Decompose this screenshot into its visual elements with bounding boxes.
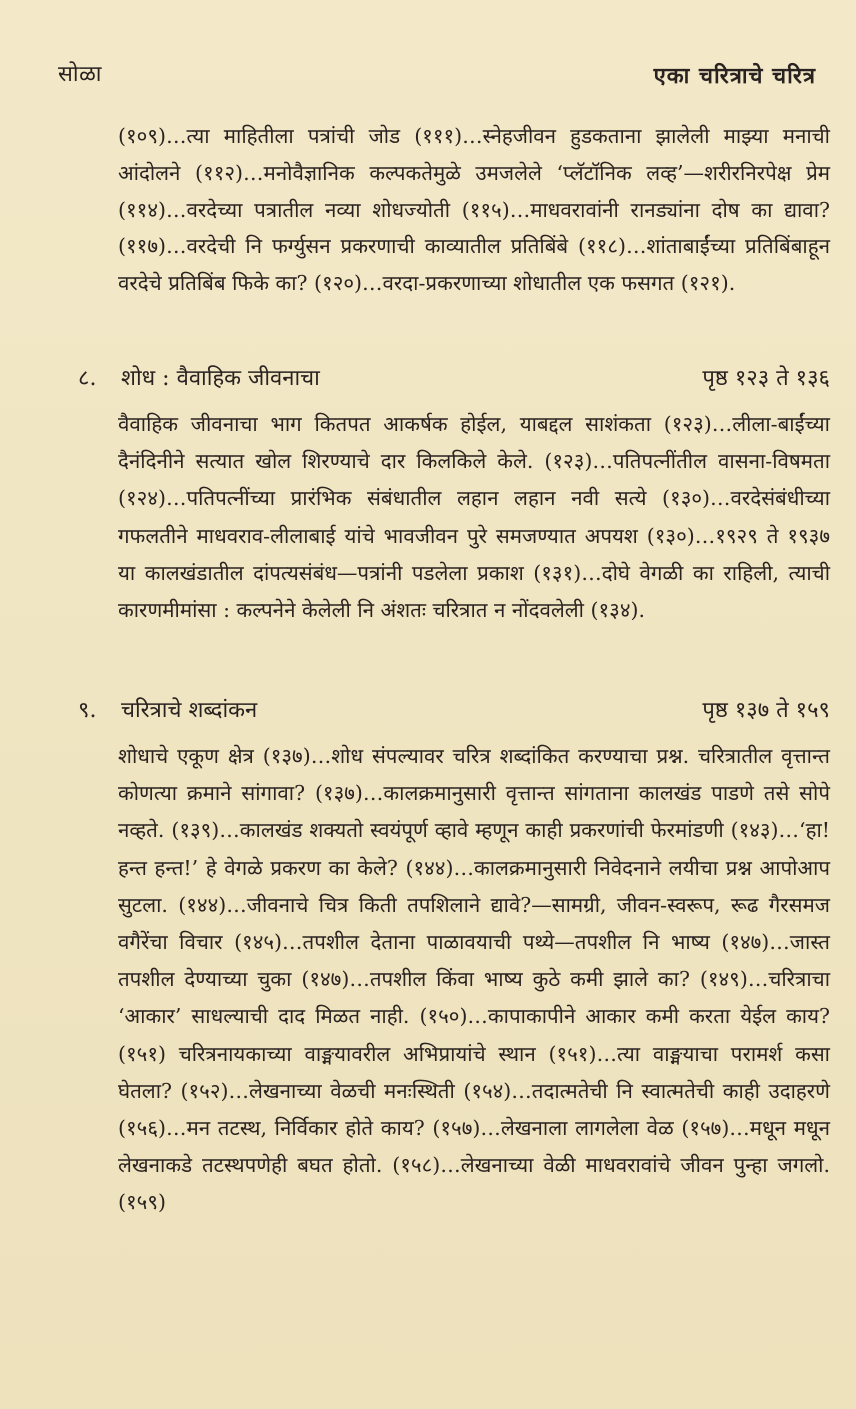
section-8-number: ८. bbox=[78, 366, 97, 391]
page-number: सोळा bbox=[58, 62, 102, 87]
section-8-body: वैवाहिक जीवनाचा भाग कितपत आकर्षक होईल, याबद्दल साशंकता (१२३)…लीला-बाईंच्या दैनंदिनीने सत्यात खोल शिरण्याचे दार किलकिले केले. (१२३)…पतिपत्नींतील वासना-विषमता (१२४)…पतिपत्नींच्या प्रारंभिक संबंधातील लहान लहान नवी सत्ये (१३०)…वरदेसंबंधीच्या गफलतीने माधवराव-लीलाबाई यांचे भावजीवन पुरे समजण्यात अपयश (१३०)…१९२९ ते १९३७ या कालखंडातील दांपत्यसंबंध—पत्रांनी पडलेला प्रकाश (१३१)…दोघे वेगळी का राहिली, त्याची कारणमीमांसा : कल्पनेने केलेली नि अंशतः चरित्रात न नोंदवलेली (१३४). bbox=[118, 412, 830, 623]
section-8-title: शोध : वैवाहिक जीवनाचा bbox=[121, 366, 320, 391]
section-9-title: चरित्राचे शब्दांकन bbox=[121, 698, 258, 723]
section-9-number: ९. bbox=[78, 698, 97, 723]
section-8-heading bbox=[78, 362, 830, 392]
section-9-title-group bbox=[78, 694, 257, 724]
running-title: एका चरित्राचे चरित्र bbox=[653, 63, 816, 89]
section-8-title-group bbox=[78, 362, 320, 392]
section-9-page-range: पृष्ठ १३७ ते १५९ bbox=[702, 698, 830, 723]
intro-paragraph: (१०९)…त्या माहितीला पत्रांची जोड (१११)…स्नेहजीवन हुडकताना झालेली माझ्या मनाची आंदोलने (११२)…मनोवैज्ञानिक कल्पकतेमुळे उमजलेले ‘प्लॅटॉनिक लव्ह’—शरीरनिरपेक्ष प्रेम (११४)…वरदेच्या पत्रातील नव्या शोधज्योती (११५)…माधवरावांनी रानड्यांना दोष का द्यावा? (११७)…वरदेची नि फर्ग्युसन प्रकरणाची काव्यातील प्रतिबिंबे (११८)…शांताबाईंच्या प्रतिबिंबाहून वरदेचे प्रतिबिंब फिके का? (१२०)…वरदा-प्रकरणाच्या शोधातील एक फसगत (१२१). bbox=[118, 124, 830, 296]
section-9-heading bbox=[78, 694, 830, 724]
section-9-body: शोधाचे एकूण क्षेत्र (१३७)…शोध संपल्यावर चरित्र शब्दांकित करण्याचा प्रश्न. चरित्रातील वृत्तान्त कोणत्या क्रमाने सांगावा? (१३७)…कालक्रमानुसारी वृत्तान्त सांगताना कालखंड पाडणे तसे सोपे नव्हते. (१३९)…कालखंड शक्यतो स्वयंपूर्ण व्हावे म्हणून काही प्रकरणांची फेरमांडणी (१४३)…‘हा! हन्त हन्त!’ हे वेगळे प्रकरण का केले? (१४४)…कालक्रमानुसारी निवेदनाने लयीचा प्रश्न आपोआप सुटला. (१४४)…जीवनाचे चित्र किती तपशिलाने द्यावे?—सामग्री, जीवन-स्वरूप, रूढ गैरसमज वगैरेंचा विचार (१४५)…तपशील देताना पाळावयाची पथ्ये—तपशील नि भाष्य (१४७)…जास्त तपशील देण्याच्या चुका (१४७)…तपशील किंवा भाष्य कुठे कमी झाले का? (१४९)…चरित्राचा ‘आकार’ साधल्याची दाद मिळत नाही. (१५०)…कापाकापीने आकार कमी करता येईल काय? (१५१) चरित्रनायकाच्या वाङ्मयावरील अभिप्रायांचे स्थान (१५१)…त्या वाङ्मयाचा परामर्श कसा घेतला? (१५२)…लेखनाच्या वेळची मनःस्थिती (१५४)…तदात्मतेची नि स्वात्मतेची काही उदाहरणे (१५६)…मन तटस्थ, निर्विकार होते काय? (१५७)…लेखनाला लागलेला वेळ (१५७)…मधून मधून लेखनाकडे तटस्थपणेही बघत होतो. (१५८)…लेखनाच्या वेळी माधवरावांचे जीवन पुन्हा जगलो. (१५९) bbox=[118, 744, 830, 1215]
section-8-page-range: पृष्ठ १२३ ते १३६ bbox=[702, 366, 830, 391]
